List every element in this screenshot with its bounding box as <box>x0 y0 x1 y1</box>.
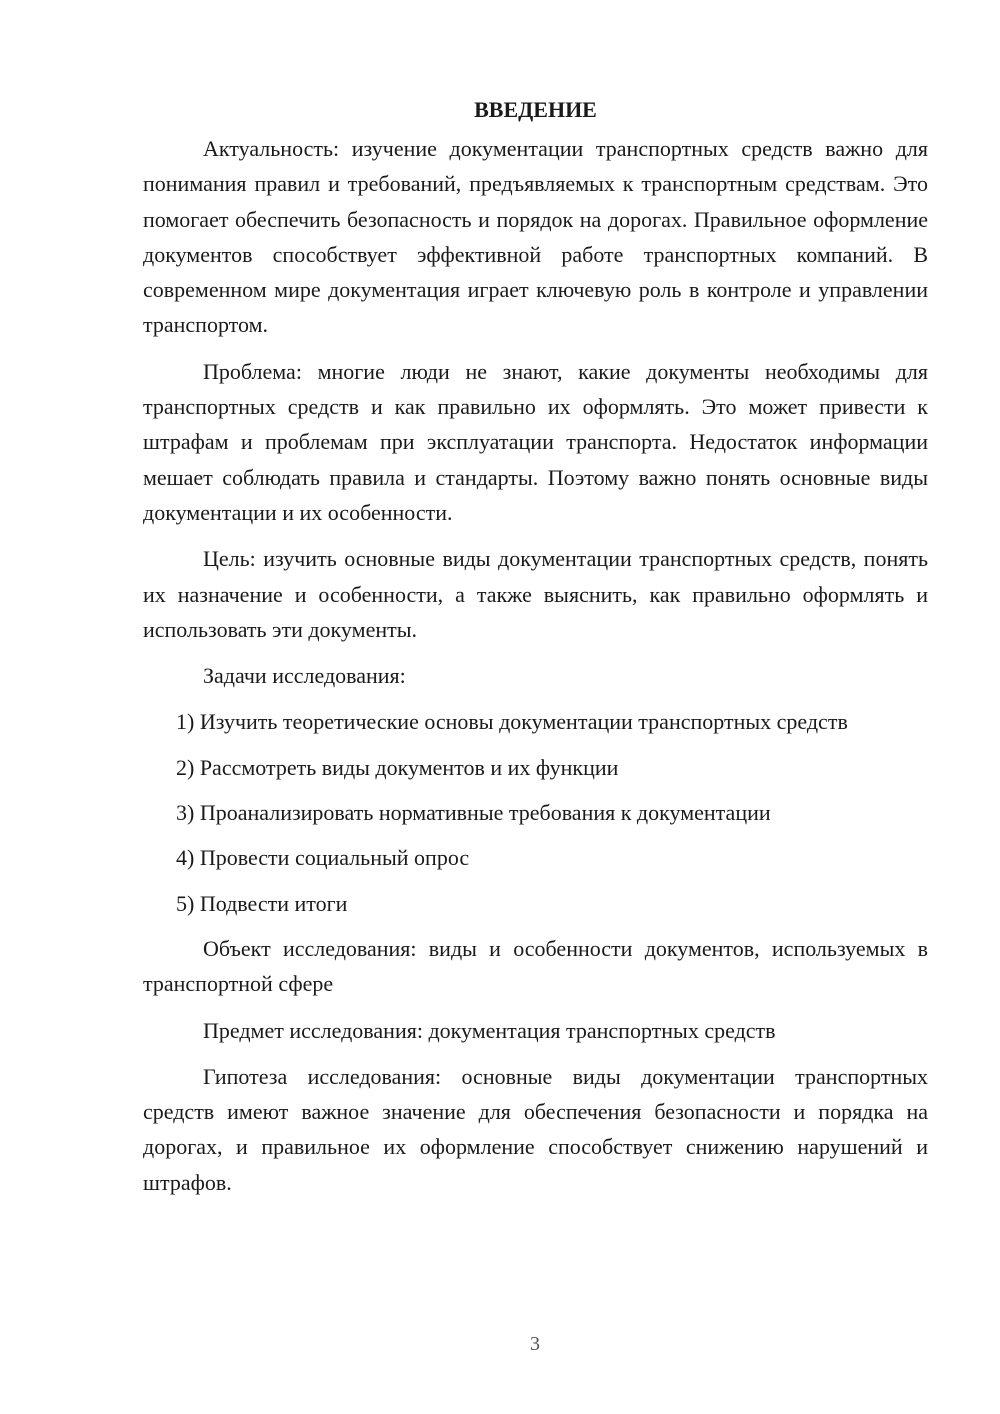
goal-paragraph: Цель: изучить основные виды документации транспортных средств, понять их назначение и особенности, а также выяснить, как правильно оформлять и использовать эти документы. <box>143 546 928 642</box>
task-item-3: 3) Проанализировать нормативные требования к документации <box>176 800 771 826</box>
hypothesis-paragraph: Гипотеза исследования: основные виды документации транспортных средств имеют важное значение для обеспечения безопасности и порядка на дорогах, и правильное их оформление способствует снижению нарушений и штрафов. <box>143 1063 928 1195</box>
task-item-2: 2) Рассмотреть виды документов и их функции <box>176 754 619 780</box>
page-number: 3 <box>530 1333 540 1355</box>
problem-paragraph: Проблема: многие люди не знают, какие документы необходимы для транспортных средств и как правильно их оформлять. Это может привести к штрафам и проблемам при эксплуатации транспорта. Недостаток информации мешает соблюдать правила и стандарты. Поэтому важно понять основные виды документации и их особенности. <box>143 358 928 525</box>
page-title: ВВЕДЕНИЕ <box>474 97 597 122</box>
tasks-heading: Задачи исследования: <box>203 663 406 689</box>
subject-paragraph: Предмет исследования: документация транспортных средств <box>203 1017 776 1043</box>
document-page <box>143 92 928 1211</box>
task-item-1: 1) Изучить теоретические основы документации транспортных средств <box>176 709 848 735</box>
object-paragraph: Объект исследования: виды и особенности документов, используемых в транспортной сфере <box>143 935 928 997</box>
task-item-4: 4) Провести социальный опрос <box>176 845 470 871</box>
tasks-list <box>143 704 928 920</box>
task-item-5: 5) Подвести итоги <box>176 890 348 916</box>
relevance-paragraph: Актуальность: изучение документации транспортных средств важно для понимания правил и требований, предъявляемых к транспортным средствам. Это помогает обеспечить безопасность и порядок на дорогах. Правильное оформление документов способствует эффективной работе транспортных компаний. В современном мире документация играет ключевую роль в контроле и управлении транспортом. <box>143 136 928 338</box>
